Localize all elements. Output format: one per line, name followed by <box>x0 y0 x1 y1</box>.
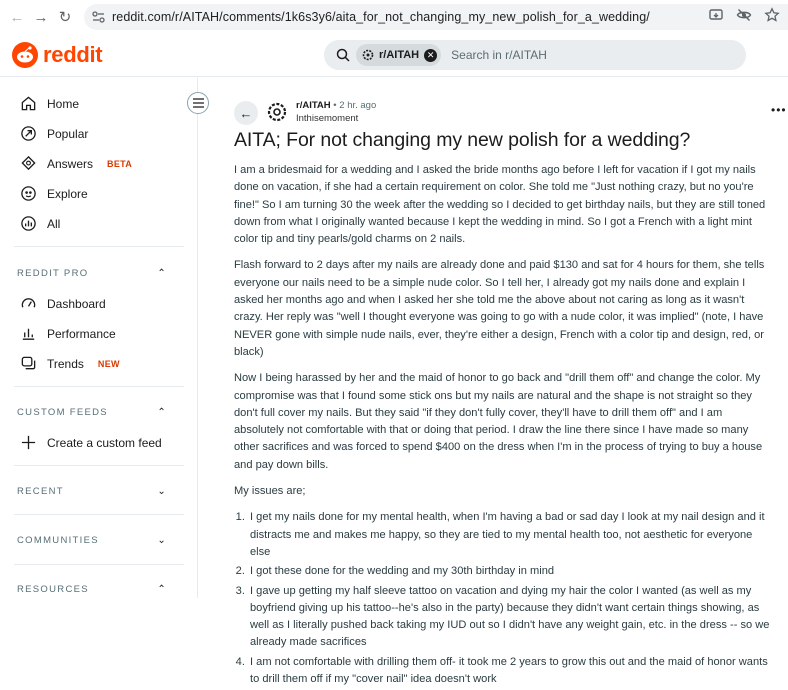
sidebar-item-label: All <box>47 216 61 231</box>
list-item: 1. I get my nails done for my mental health, when I'm having a bad or sad day I look at my nail design and it distracts me and makes me happy, so they are tied to my mental health too, not aesthetic for everyone else <box>248 509 774 561</box>
explore-icon <box>20 185 37 202</box>
sidebar-item-popular[interactable] <box>20 125 88 142</box>
chevron-down-icon: ⌄ <box>157 535 167 546</box>
install-app-icon[interactable] <box>708 7 724 23</box>
communities-section-header[interactable] <box>17 535 167 546</box>
post-title: AITA; For not changing my new polish for a wedding? <box>234 129 691 151</box>
sidebar-divider <box>14 246 184 247</box>
post-paragraph: I am a bridesmaid for a wedding and I asked the bride months ago before I left for vacation if I got my nails done on vacation, if she had a certain requirement on color. She told me "Just nothing crazy, but no you're fine!" So I am turning 30 the week after the wedding so I decided to get birthday nails, but they are still toned down from what I originally wanted because I kept the wedding in mind. So I got a French with a light mint color tip and tiny pearls/gold charms on 2 nails. <box>234 164 766 246</box>
reddit-header <box>0 34 788 77</box>
section-heading: CUSTOM FEEDS <box>17 407 108 418</box>
popular-icon <box>20 125 37 142</box>
beta-badge: BETA <box>107 158 133 169</box>
dashboard-icon <box>20 295 37 312</box>
sidebar-item-label: Create a custom feed <box>47 435 162 450</box>
all-icon <box>20 215 37 232</box>
sidebar-item-label: Dashboard <box>47 296 106 311</box>
browser-toolbar <box>0 0 788 34</box>
search-placeholder[interactable]: Search in r/AITAH <box>451 48 547 62</box>
resources-section-header[interactable] <box>17 584 167 595</box>
create-custom-feed-button[interactable] <box>20 434 162 451</box>
chevron-up-icon: ⌃ <box>157 584 167 595</box>
plus-icon <box>20 434 37 451</box>
sidebar-item-label: Trends <box>47 356 84 371</box>
post-body <box>234 162 774 690</box>
reddit-snoo-icon <box>12 42 38 68</box>
subreddit-link[interactable]: r/AITAH <box>296 100 331 111</box>
performance-icon <box>20 325 37 342</box>
url-text[interactable]: reddit.com/r/AITAH/comments/1k6s3y6/aita_for_not_changing_my_new_polish_for_a_wedding/ <box>112 10 650 24</box>
trends-icon <box>20 355 37 372</box>
issues-list <box>248 509 774 688</box>
clear-chip-icon[interactable]: ✕ <box>424 49 437 62</box>
reload-icon[interactable]: ↻ <box>58 9 72 26</box>
sidebar-divider <box>14 514 184 515</box>
sidebar-item-label: Explore <box>47 186 88 201</box>
sidebar-item-answers[interactable] <box>20 155 132 172</box>
search-bar[interactable] <box>324 40 746 70</box>
chevron-up-icon: ⌃ <box>157 268 167 279</box>
sidebar-item-explore[interactable] <box>20 185 88 202</box>
sidebar-item-label: Home <box>47 96 80 111</box>
sidebar-divider <box>14 386 184 387</box>
bookmark-star-icon[interactable] <box>764 7 780 23</box>
meta-separator: • <box>333 100 340 111</box>
back-arrow-icon[interactable]: ← <box>9 8 25 26</box>
home-icon <box>20 95 37 112</box>
new-badge: NEW <box>97 358 120 369</box>
chip-label: r/AITAH <box>379 49 420 61</box>
address-bar[interactable] <box>84 4 788 30</box>
left-sidebar <box>0 78 198 598</box>
back-button[interactable]: ← <box>234 101 258 125</box>
hamburger-icon <box>193 98 204 108</box>
reddit-pro-section-header[interactable] <box>17 268 167 279</box>
sidebar-item-performance[interactable] <box>20 325 116 342</box>
subreddit-search-chip[interactable] <box>356 44 441 66</box>
recent-section-header[interactable] <box>17 486 167 497</box>
section-heading: RECENT <box>17 486 64 497</box>
section-heading: RESOURCES <box>17 584 89 595</box>
sidebar-divider <box>14 564 184 565</box>
section-heading: COMMUNITIES <box>17 535 99 546</box>
list-item: 4. I am not comfortable with drilling them off- it took me 2 years to grow this out and the maid of honor wants to drill them off if my "cover nail" idea doesn't work <box>248 654 774 689</box>
answers-icon <box>20 155 37 172</box>
post-meta <box>296 100 376 124</box>
sidebar-item-label: Performance <box>47 326 116 341</box>
author-link[interactable]: Inthisemoment <box>296 113 359 124</box>
post-time: 2 hr. ago <box>339 100 377 111</box>
sidebar-item-dashboard[interactable] <box>20 295 106 312</box>
more-options-icon[interactable]: ••• <box>771 103 787 117</box>
subreddit-gear-icon <box>362 49 374 61</box>
post-paragraph: Flash forward to 2 days after my nails are already done and paid $130 and sat for 4 hours for them, she tells everyone our nails need to be a simple nude color. So I tell her, I already got my nails done and explain I asked her months ago and when I asked her she told me the above about not caring as long as it wasn't crazy. Her reply was "well I thought everyone was going to go with a nude color, it was implied" (note, I have NEVER gone with simple nude nails, ever, they're either a design, French with a color tip and design, red, or black) <box>234 259 765 358</box>
chevron-up-icon: ⌃ <box>157 407 167 418</box>
sidebar-item-all[interactable] <box>20 215 60 232</box>
sidebar-item-trends[interactable] <box>20 355 120 372</box>
sidebar-item-label: Popular <box>47 126 89 141</box>
list-item: 3. I gave up getting my half sleeve tattoo on vacation and dying my hair the color I wanted (as well as my boyfriend giving up his tattoo--he's also in the party) because they didn't want certain things showing, as well as I literally pushed back taking my IUD out so I didn't have any weight gain, etc. in the dress -- so we already made sacrifices <box>248 583 774 652</box>
logo-text: reddit <box>43 42 103 67</box>
collapse-nav-button[interactable] <box>187 92 209 114</box>
subreddit-avatar-icon[interactable] <box>266 101 288 123</box>
forward-arrow-icon[interactable]: → <box>33 8 49 26</box>
chevron-down-icon: ⌄ <box>157 486 167 497</box>
search-icon <box>336 48 350 62</box>
eye-off-icon[interactable] <box>736 7 752 23</box>
sidebar-item-home[interactable] <box>20 95 79 112</box>
post-paragraph: My issues are; <box>234 485 306 498</box>
reddit-logo[interactable] <box>12 42 102 68</box>
list-item: 2. I got these done for the wedding and my 30th birthday in mind <box>248 563 774 580</box>
custom-feeds-section-header[interactable] <box>17 407 167 418</box>
sidebar-item-label: Answers <box>47 156 94 171</box>
section-heading: REDDIT PRO <box>17 268 89 279</box>
post-paragraph: Now I being harassed by her and the maid of honor to go back and "drill them off" and change the color. My compromise was that I found some stick ons but my nails are natural and the shape is not straight so they don't full cover my nails. But they said "if they don't fully cover, they'll have to drill them off" and I am absolutely not comfortable with that or doing that period. I draw the line there since I have made so many other sacrifices and was forced to spend $400 on the dress when I'm in the process of trying to buy a house and pay down bills. <box>234 372 763 471</box>
site-settings-icon[interactable] <box>92 11 105 23</box>
sidebar-divider <box>14 465 184 466</box>
